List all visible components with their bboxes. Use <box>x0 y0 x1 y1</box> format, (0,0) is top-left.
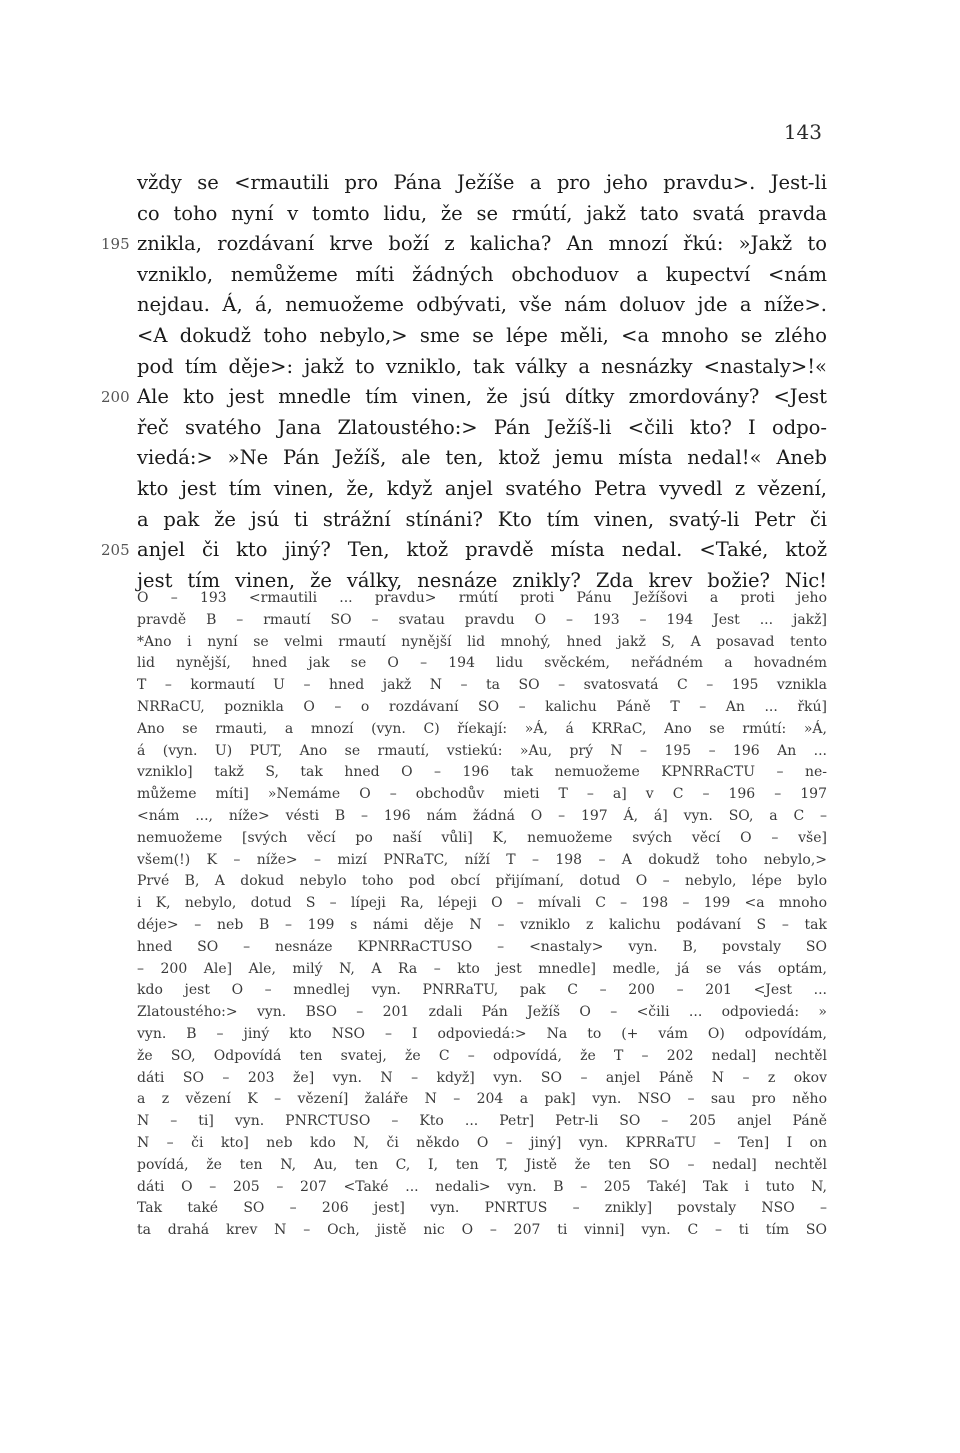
text-line <box>101 229 827 260</box>
apparatus-line: vzniklo] takž S, tak hned O – 196 tak nemuožeme KPNRRaCTU – ne- <box>137 764 827 781</box>
apparatus-line: déje> – neb B – 199 s námi děje N – vzniklo z kalichu podávaní S – tak <box>137 916 827 933</box>
apparatus-line: nemuožeme [svých věcí po naší vůli] K, nemuožeme svých věcí O – vše] <box>137 829 827 846</box>
line-text: <A dokudž toho nebylo,> sme se lépe měli, <a mnoho se zlého <box>137 323 827 347</box>
apparatus-line: dáti SO – 203 že] vyn. N – když] vyn. SO – anjel Páně N – z okov <box>137 1069 827 1086</box>
apparatus-line: můžeme míti] »Nemáme O – obchodův mieti T – a] v C – 196 – 197 <box>137 786 827 803</box>
apparatus-line: dáti O – 205 – 207 <Také ... nedali> vyn. B – 205 Také] Tak i tuto N, <box>137 1178 827 1195</box>
critical-apparatus <box>137 588 827 1242</box>
apparatus-line: lid nynější, hned jak se O – 194 lidu svěckém, neřádném a hovadném <box>137 655 827 672</box>
main-text <box>101 168 827 596</box>
line-text: jest tím vinen, že války, nesnáze znikly? Zda krev božie? Nic! <box>137 568 827 592</box>
text-line <box>101 535 827 566</box>
text-line <box>137 321 827 352</box>
apparatus-line: ta drahá krev N – Och, jistě nic O – 207 ti vinni] vyn. C – ti tím SO <box>137 1222 827 1239</box>
apparatus-line: T – kormautí U – hned jakž N – ta SO – svatosvatá C – 195 vznikla <box>137 677 827 694</box>
line-text: vzniklo, nemůžeme míti žádných obchoduov a kupectví <nám <box>137 262 827 286</box>
line-number: 195 <box>101 235 130 254</box>
apparatus-line: kdo jest O – mnedlej vyn. PNRRaTU, pak C – 200 – 201 <Jest ... <box>137 982 827 999</box>
text-line <box>137 199 827 230</box>
page-number: 143 <box>783 120 822 144</box>
line-text: kto jest tím vinen, že, když anjel svatého Petra vyvedl z vězení, <box>137 476 827 500</box>
apparatus-line: NRRaCU, poznikla O – o rozdávaní SO – kalichu Páně T – An ... řkú] <box>137 698 827 715</box>
line-number: 205 <box>101 541 130 560</box>
apparatus-line: á (vyn. U) PUT, Ano se rmautí, vstiekú: »Au, prý N – 195 – 196 An ... <box>137 742 827 759</box>
line-text: Ale kto jest mnedle tím vinen, že jsú dítky zmordovány? <Jest <box>137 385 827 409</box>
apparatus-line: <nám ..., níže> vésti B – 196 nám žádná O – 197 Á, á] vyn. SO, a C – <box>137 807 827 824</box>
line-text: řeč svatého Jana Zlatoustého:> Pán Ježíš-li <čili kto? I odpo- <box>137 415 827 439</box>
line-text: a pak že jsú ti strážní stínáni? Kto tím vinen, svatý-li Petr či <box>137 507 827 531</box>
apparatus-line: O – 193 <rmautili ... pravdu> rmútí proti Pánu Ježíšovi a proti jeho <box>137 590 827 606</box>
apparatus-line: všem(!) K – níže> – mizí PNRaTC, níží T – 198 – A dokudž toho nebylo,> <box>137 851 827 868</box>
text-line <box>137 413 827 444</box>
text-line <box>137 352 827 383</box>
line-text: pod tím děje>: jakž to vzniklo, tak války a nesnázky <nastaly>!« <box>137 354 827 378</box>
apparatus-line: Zlatoustého:> vyn. BSO – 201 zdali Pán Ježíš O – <čili ... odpoviedá: » <box>137 1004 827 1021</box>
apparatus-line: Tak také SO – 206 jest] vyn. PNRTUS – znikly] povstaly NSO – <box>137 1200 827 1217</box>
text-line <box>137 505 827 536</box>
apparatus-line: – 200 Ale] Ale, milý N, A Ra – kto jest mnedle] medle, já se vás optám, <box>137 960 827 977</box>
apparatus-line: Prvé B, A dokud nebylo toho pod obcí přijímaní, dotud O – nebylo, lépe bylo <box>137 873 827 890</box>
apparatus-line: hned SO – nesnáze KPNRRaCTUSO – <nastaly> vyn. B, povstaly SO <box>137 938 827 955</box>
apparatus-line: vyn. B – jiný kto NSO – I odpoviedá:> Na to (+ vám O) odpovídám, <box>137 1025 827 1042</box>
apparatus-line: i K, nebylo, dotud S – lípeji Ra, lépeji O – mívali C – 198 – 199 <a mnoho <box>137 895 827 912</box>
text-line <box>101 382 827 413</box>
line-text: znikla, rozdávaní krve boží z kalicha? An mnozí řkú: »Jakž to <box>137 232 827 256</box>
text-line <box>137 443 827 474</box>
line-number: 200 <box>101 388 130 407</box>
apparatus-line: Ano se rmauti, a mnozí (vyn. C) říekají: »Á, á KRRaC, Ano se rmútí: »Á, <box>137 720 827 737</box>
text-line <box>137 168 827 199</box>
line-text: nejdau. Á, á, nemuožeme odbývati, vše nám doluov jde a níže>. <box>137 293 827 317</box>
text-line <box>137 290 827 321</box>
apparatus-line: N – či kto] neb kdo N, či někdo O – jiný] vyn. KPRRaTU – Ten] I on <box>137 1134 827 1151</box>
line-text: co toho nyní v tomto lidu, že se rmútí, jakž tato svatá pravda <box>137 201 827 225</box>
apparatus-line: *Ano i nyní se velmi rmautí nynější lid mnohý, hned jakž S, A posavad tento <box>137 633 827 650</box>
line-text: vždy se <rmautili pro Pána Ježíše a pro jeho pravdu>. Jest-li <box>137 171 827 194</box>
apparatus-line: že SO, Odpovídá ten svatej, že C – odpovídá, že T – 202 nedal] nechtěl <box>137 1047 827 1064</box>
text-line <box>137 474 827 505</box>
apparatus-line: a z vězení K – vězení] žaláře N – 204 a pak] vyn. NSO – sau pro něho <box>137 1091 827 1108</box>
line-text: anjel či kto jiný? Ten, ktož pravdě místa nedal. <Také, ktož <box>137 538 827 562</box>
apparatus-line: N – ti] vyn. PNRCTUSO – Kto ... Petr] Petr-li SO – 205 anjel Páně <box>137 1113 827 1130</box>
text-line <box>137 260 827 291</box>
apparatus-line: pravdě B – rmautí SO – svatau pravdu O – 193 – 194 Jest ... jakž] <box>137 611 827 628</box>
line-text: viedá:> »Ne Pán Ježíš, ale ten, ktož jemu místa nedal!« Aneb <box>137 446 827 470</box>
apparatus-line: povídá, že ten N, Au, ten C, I, ten T, Jistě že ten SO – nedal] nechtěl <box>137 1156 827 1173</box>
